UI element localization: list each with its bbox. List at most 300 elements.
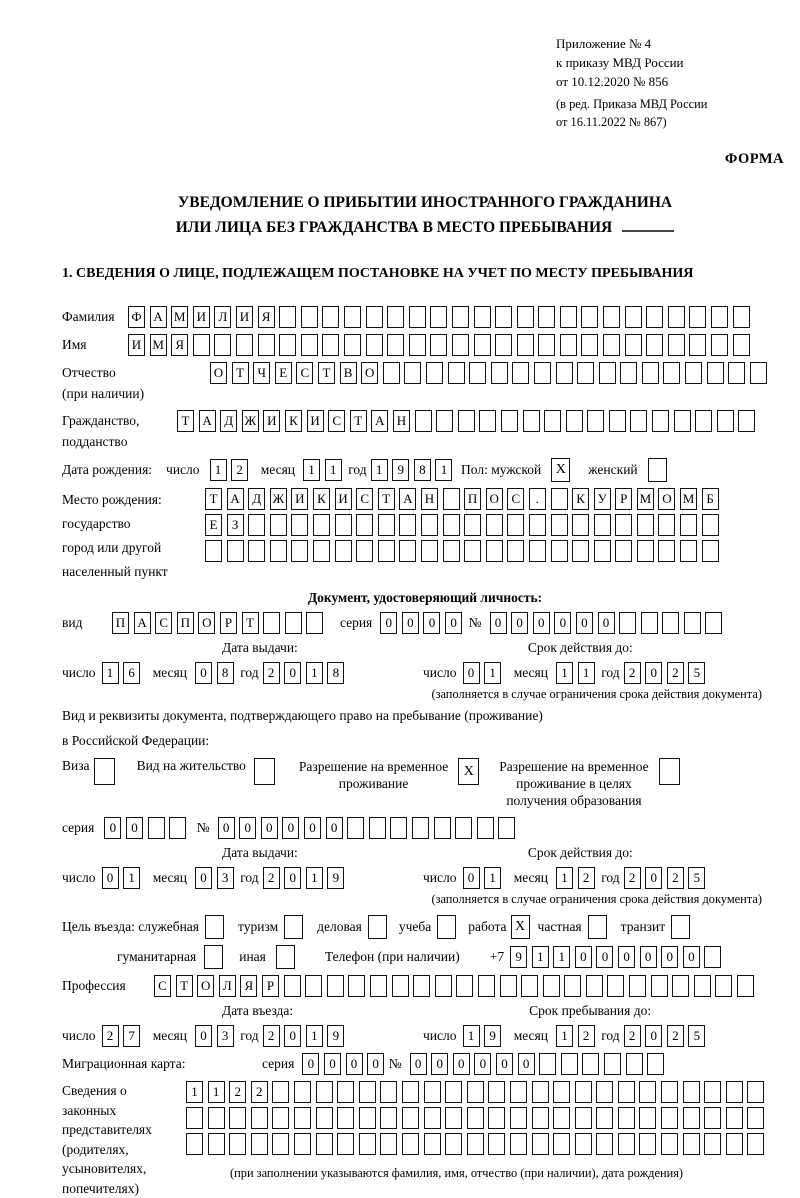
char-cell[interactable] xyxy=(561,1053,578,1075)
char-cell[interactable] xyxy=(726,1107,743,1129)
char-cell[interactable] xyxy=(383,362,400,384)
char-cell[interactable]: 1 xyxy=(371,459,388,481)
char-cell[interactable]: 3 xyxy=(217,1025,234,1047)
char-cell[interactable] xyxy=(491,362,508,384)
char-cell[interactable]: 0 xyxy=(554,612,571,634)
char-cell[interactable] xyxy=(469,362,486,384)
char-cell[interactable] xyxy=(551,540,568,562)
char-cell[interactable] xyxy=(486,540,503,562)
char-cell[interactable] xyxy=(322,334,339,356)
char-cell[interactable] xyxy=(455,817,472,839)
char-cell[interactable]: 2 xyxy=(263,867,280,889)
char-cell[interactable] xyxy=(402,1133,419,1155)
char-cell[interactable] xyxy=(356,514,373,536)
char-cell[interactable] xyxy=(402,1107,419,1129)
char-cell[interactable] xyxy=(747,1107,764,1129)
char-cell[interactable] xyxy=(582,1053,599,1075)
char-cell[interactable]: И xyxy=(236,306,253,328)
char-cell[interactable] xyxy=(301,306,318,328)
char-cell[interactable]: И xyxy=(307,410,324,432)
char-cell[interactable]: 5 xyxy=(688,1025,705,1047)
char-cell[interactable] xyxy=(285,612,302,634)
char-cell[interactable]: 0 xyxy=(218,817,235,839)
char-cell[interactable] xyxy=(322,306,339,328)
char-cell[interactable] xyxy=(618,1133,635,1155)
char-cell[interactable]: А xyxy=(199,410,216,432)
char-cell[interactable]: 2 xyxy=(578,1025,595,1047)
char-cell[interactable] xyxy=(344,334,361,356)
char-cell[interactable]: 9 xyxy=(484,1025,501,1047)
char-cell[interactable]: 2 xyxy=(231,459,248,481)
char-cell[interactable] xyxy=(279,334,296,356)
char-cell[interactable]: А xyxy=(134,612,151,634)
residence-permit-checkbox[interactable] xyxy=(254,758,275,785)
char-cell[interactable] xyxy=(301,334,318,356)
char-cell[interactable] xyxy=(316,1133,333,1155)
char-cell[interactable] xyxy=(248,514,265,536)
char-cell[interactable] xyxy=(359,1081,376,1103)
char-cell[interactable] xyxy=(380,1133,397,1155)
char-cell[interactable] xyxy=(229,1107,246,1129)
char-cell[interactable] xyxy=(291,540,308,562)
char-cell[interactable] xyxy=(551,488,568,510)
char-cell[interactable]: В xyxy=(340,362,357,384)
char-cell[interactable]: 1 xyxy=(556,1025,573,1047)
char-cell[interactable] xyxy=(704,1081,721,1103)
char-cell[interactable] xyxy=(663,362,680,384)
char-cell[interactable]: 9 xyxy=(327,867,344,889)
char-cell[interactable] xyxy=(421,514,438,536)
char-cell[interactable] xyxy=(434,817,451,839)
char-cell[interactable] xyxy=(359,1133,376,1155)
char-cell[interactable] xyxy=(553,1107,570,1129)
char-cell[interactable]: . xyxy=(529,488,546,510)
purpose-business-checkbox[interactable] xyxy=(368,915,387,939)
char-cell[interactable] xyxy=(474,306,491,328)
char-cell[interactable] xyxy=(404,362,421,384)
char-cell[interactable] xyxy=(359,1107,376,1129)
char-cell[interactable] xyxy=(193,334,210,356)
char-cell[interactable] xyxy=(717,410,734,432)
char-cell[interactable]: О xyxy=(210,362,227,384)
char-cell[interactable]: 0 xyxy=(640,946,657,968)
char-cell[interactable]: 0 xyxy=(284,867,301,889)
char-cell[interactable] xyxy=(680,540,697,562)
char-cell[interactable]: 0 xyxy=(661,946,678,968)
char-cell[interactable] xyxy=(658,514,675,536)
char-cell[interactable]: 0 xyxy=(645,867,662,889)
char-cell[interactable] xyxy=(594,514,611,536)
char-cell[interactable] xyxy=(586,975,603,997)
char-cell[interactable]: 0 xyxy=(463,867,480,889)
char-cell[interactable] xyxy=(652,410,669,432)
char-cell[interactable] xyxy=(553,1133,570,1155)
char-cell[interactable] xyxy=(629,975,646,997)
char-cell[interactable] xyxy=(641,612,658,634)
char-cell[interactable]: 0 xyxy=(453,1053,470,1075)
char-cell[interactable]: Ф xyxy=(128,306,145,328)
char-cell[interactable]: 0 xyxy=(302,1053,319,1075)
char-cell[interactable] xyxy=(639,1107,656,1129)
char-cell[interactable] xyxy=(544,410,561,432)
char-cell[interactable] xyxy=(538,306,555,328)
char-cell[interactable]: 8 xyxy=(414,459,431,481)
char-cell[interactable]: 2 xyxy=(667,662,684,684)
char-cell[interactable]: 1 xyxy=(484,662,501,684)
char-cell[interactable]: 2 xyxy=(102,1025,119,1047)
char-cell[interactable]: 8 xyxy=(217,662,234,684)
char-cell[interactable]: К xyxy=(313,488,330,510)
char-cell[interactable] xyxy=(370,975,387,997)
char-cell[interactable]: Д xyxy=(248,488,265,510)
char-cell[interactable]: 8 xyxy=(327,662,344,684)
sex-male-checkbox[interactable]: X xyxy=(551,458,570,482)
char-cell[interactable] xyxy=(208,1107,225,1129)
char-cell[interactable] xyxy=(738,410,755,432)
char-cell[interactable]: 0 xyxy=(533,612,550,634)
char-cell[interactable]: 1 xyxy=(303,459,320,481)
char-cell[interactable] xyxy=(366,306,383,328)
char-cell[interactable] xyxy=(436,410,453,432)
char-cell[interactable] xyxy=(186,1133,203,1155)
char-cell[interactable] xyxy=(618,1081,635,1103)
char-cell[interactable] xyxy=(750,362,767,384)
char-cell[interactable]: Т xyxy=(350,410,367,432)
char-cell[interactable]: 2 xyxy=(667,867,684,889)
char-cell[interactable]: 1 xyxy=(553,946,570,968)
char-cell[interactable] xyxy=(186,1107,203,1129)
char-cell[interactable] xyxy=(615,540,632,562)
char-cell[interactable]: О xyxy=(197,975,214,997)
char-cell[interactable] xyxy=(337,1107,354,1129)
temp-residence-checkbox[interactable]: X xyxy=(458,758,479,785)
char-cell[interactable]: 0 xyxy=(402,612,419,634)
char-cell[interactable]: Т xyxy=(242,612,259,634)
char-cell[interactable]: О xyxy=(361,362,378,384)
char-cell[interactable] xyxy=(316,1107,333,1129)
char-cell[interactable]: 1 xyxy=(208,1081,225,1103)
char-cell[interactable]: 0 xyxy=(445,612,462,634)
char-cell[interactable] xyxy=(711,334,728,356)
char-cell[interactable] xyxy=(685,362,702,384)
char-cell[interactable] xyxy=(607,975,624,997)
char-cell[interactable] xyxy=(415,410,432,432)
temp-residence-edu-checkbox[interactable] xyxy=(659,758,680,785)
char-cell[interactable]: 0 xyxy=(367,1053,384,1075)
char-cell[interactable]: 0 xyxy=(346,1053,363,1075)
char-cell[interactable]: 2 xyxy=(229,1081,246,1103)
char-cell[interactable] xyxy=(510,1133,527,1155)
char-cell[interactable]: О xyxy=(658,488,675,510)
char-cell[interactable] xyxy=(229,1133,246,1155)
char-cell[interactable] xyxy=(543,975,560,997)
char-cell[interactable] xyxy=(637,540,654,562)
char-cell[interactable] xyxy=(618,1107,635,1129)
char-cell[interactable]: 0 xyxy=(645,662,662,684)
char-cell[interactable] xyxy=(512,362,529,384)
char-cell[interactable] xyxy=(726,1133,743,1155)
char-cell[interactable]: И xyxy=(291,488,308,510)
purpose-tourism-checkbox[interactable] xyxy=(284,915,303,939)
char-cell[interactable]: А xyxy=(227,488,244,510)
char-cell[interactable]: 0 xyxy=(490,612,507,634)
char-cell[interactable]: 1 xyxy=(102,662,119,684)
char-cell[interactable]: Р xyxy=(262,975,279,997)
char-cell[interactable] xyxy=(661,1133,678,1155)
char-cell[interactable] xyxy=(630,410,647,432)
char-cell[interactable] xyxy=(553,1081,570,1103)
char-cell[interactable] xyxy=(702,540,719,562)
char-cell[interactable]: О xyxy=(486,488,503,510)
char-cell[interactable] xyxy=(532,1107,549,1129)
char-cell[interactable]: 1 xyxy=(325,459,342,481)
char-cell[interactable]: С xyxy=(296,362,313,384)
char-cell[interactable]: 0 xyxy=(645,1025,662,1047)
char-cell[interactable] xyxy=(378,514,395,536)
char-cell[interactable] xyxy=(510,1081,527,1103)
char-cell[interactable] xyxy=(609,410,626,432)
char-cell[interactable] xyxy=(658,540,675,562)
char-cell[interactable] xyxy=(747,1133,764,1155)
char-cell[interactable]: Л xyxy=(219,975,236,997)
char-cell[interactable] xyxy=(458,410,475,432)
char-cell[interactable] xyxy=(642,362,659,384)
char-cell[interactable] xyxy=(399,540,416,562)
char-cell[interactable] xyxy=(594,540,611,562)
char-cell[interactable]: И xyxy=(128,334,145,356)
char-cell[interactable] xyxy=(294,1133,311,1155)
char-cell[interactable] xyxy=(421,540,438,562)
char-cell[interactable] xyxy=(467,1107,484,1129)
char-cell[interactable]: А xyxy=(150,306,167,328)
char-cell[interactable]: 0 xyxy=(576,612,593,634)
char-cell[interactable] xyxy=(313,540,330,562)
char-cell[interactable] xyxy=(148,817,165,839)
char-cell[interactable]: С xyxy=(507,488,524,510)
char-cell[interactable] xyxy=(572,540,589,562)
char-cell[interactable] xyxy=(337,1081,354,1103)
char-cell[interactable] xyxy=(413,975,430,997)
char-cell[interactable]: 0 xyxy=(683,946,700,968)
char-cell[interactable] xyxy=(477,817,494,839)
visa-checkbox[interactable] xyxy=(94,758,115,785)
char-cell[interactable]: Я xyxy=(171,334,188,356)
char-cell[interactable]: Н xyxy=(421,488,438,510)
char-cell[interactable] xyxy=(467,1081,484,1103)
char-cell[interactable] xyxy=(651,975,668,997)
char-cell[interactable] xyxy=(702,514,719,536)
char-cell[interactable] xyxy=(662,612,679,634)
char-cell[interactable] xyxy=(517,334,534,356)
char-cell[interactable] xyxy=(327,975,344,997)
char-cell[interactable]: С xyxy=(154,975,171,997)
char-cell[interactable]: 9 xyxy=(392,459,409,481)
char-cell[interactable] xyxy=(705,612,722,634)
char-cell[interactable]: 0 xyxy=(423,612,440,634)
char-cell[interactable]: М xyxy=(171,306,188,328)
char-cell[interactable]: 0 xyxy=(126,817,143,839)
purpose-transit-checkbox[interactable] xyxy=(671,915,690,939)
char-cell[interactable] xyxy=(689,306,706,328)
purpose-private-checkbox[interactable] xyxy=(588,915,607,939)
char-cell[interactable] xyxy=(251,1107,268,1129)
char-cell[interactable]: 5 xyxy=(688,867,705,889)
char-cell[interactable] xyxy=(495,334,512,356)
char-cell[interactable] xyxy=(248,540,265,562)
char-cell[interactable] xyxy=(452,306,469,328)
char-cell[interactable] xyxy=(430,306,447,328)
char-cell[interactable]: 0 xyxy=(284,1025,301,1047)
char-cell[interactable] xyxy=(378,540,395,562)
char-cell[interactable]: 0 xyxy=(282,817,299,839)
char-cell[interactable] xyxy=(564,975,581,997)
purpose-humanitarian-checkbox[interactable] xyxy=(204,945,223,969)
char-cell[interactable] xyxy=(551,514,568,536)
purpose-study-checkbox[interactable] xyxy=(437,915,456,939)
char-cell[interactable] xyxy=(412,817,429,839)
char-cell[interactable] xyxy=(478,975,495,997)
char-cell[interactable]: Е xyxy=(275,362,292,384)
char-cell[interactable]: 2 xyxy=(578,867,595,889)
char-cell[interactable] xyxy=(402,1081,419,1103)
char-cell[interactable] xyxy=(272,1081,289,1103)
char-cell[interactable] xyxy=(443,488,460,510)
char-cell[interactable] xyxy=(747,1081,764,1103)
char-cell[interactable] xyxy=(668,334,685,356)
char-cell[interactable] xyxy=(452,334,469,356)
char-cell[interactable] xyxy=(443,540,460,562)
char-cell[interactable]: 1 xyxy=(186,1081,203,1103)
char-cell[interactable]: М xyxy=(680,488,697,510)
char-cell[interactable]: 6 xyxy=(123,662,140,684)
char-cell[interactable]: 1 xyxy=(210,459,227,481)
char-cell[interactable]: 2 xyxy=(624,662,641,684)
char-cell[interactable]: К xyxy=(572,488,589,510)
char-cell[interactable]: 0 xyxy=(324,1053,341,1075)
char-cell[interactable] xyxy=(566,410,583,432)
char-cell[interactable] xyxy=(498,817,515,839)
char-cell[interactable]: А xyxy=(399,488,416,510)
char-cell[interactable]: 1 xyxy=(306,867,323,889)
char-cell[interactable] xyxy=(272,1107,289,1129)
char-cell[interactable] xyxy=(488,1081,505,1103)
char-cell[interactable]: 1 xyxy=(435,459,452,481)
char-cell[interactable] xyxy=(348,975,365,997)
char-cell[interactable] xyxy=(430,334,447,356)
char-cell[interactable] xyxy=(674,410,691,432)
char-cell[interactable] xyxy=(488,1133,505,1155)
char-cell[interactable] xyxy=(529,514,546,536)
char-cell[interactable] xyxy=(646,334,663,356)
char-cell[interactable]: 0 xyxy=(326,817,343,839)
char-cell[interactable] xyxy=(456,975,473,997)
char-cell[interactable] xyxy=(424,1133,441,1155)
char-cell[interactable] xyxy=(426,362,443,384)
char-cell[interactable] xyxy=(251,1133,268,1155)
char-cell[interactable]: С xyxy=(356,488,373,510)
char-cell[interactable] xyxy=(683,1107,700,1129)
char-cell[interactable]: Т xyxy=(318,362,335,384)
char-cell[interactable]: 0 xyxy=(431,1053,448,1075)
char-cell[interactable] xyxy=(263,612,280,634)
char-cell[interactable] xyxy=(684,612,701,634)
char-cell[interactable] xyxy=(599,362,616,384)
char-cell[interactable]: 2 xyxy=(263,1025,280,1047)
char-cell[interactable] xyxy=(387,306,404,328)
char-cell[interactable] xyxy=(596,1081,613,1103)
char-cell[interactable] xyxy=(272,1133,289,1155)
char-cell[interactable]: 1 xyxy=(123,867,140,889)
char-cell[interactable] xyxy=(556,362,573,384)
char-cell[interactable]: Ж xyxy=(242,410,259,432)
char-cell[interactable] xyxy=(279,306,296,328)
char-cell[interactable]: Д xyxy=(220,410,237,432)
char-cell[interactable]: А xyxy=(371,410,388,432)
char-cell[interactable] xyxy=(581,334,598,356)
char-cell[interactable] xyxy=(620,362,637,384)
char-cell[interactable] xyxy=(344,306,361,328)
char-cell[interactable] xyxy=(689,334,706,356)
char-cell[interactable] xyxy=(619,612,636,634)
char-cell[interactable] xyxy=(539,1053,556,1075)
char-cell[interactable]: 0 xyxy=(380,612,397,634)
char-cell[interactable] xyxy=(464,540,481,562)
char-cell[interactable]: 0 xyxy=(496,1053,513,1075)
char-cell[interactable]: 0 xyxy=(596,946,613,968)
char-cell[interactable]: 0 xyxy=(195,662,212,684)
char-cell[interactable] xyxy=(335,540,352,562)
char-cell[interactable] xyxy=(380,1081,397,1103)
char-cell[interactable] xyxy=(661,1081,678,1103)
char-cell[interactable] xyxy=(445,1081,462,1103)
char-cell[interactable] xyxy=(711,306,728,328)
char-cell[interactable]: Л xyxy=(214,306,231,328)
char-cell[interactable] xyxy=(534,362,551,384)
char-cell[interactable] xyxy=(335,514,352,536)
char-cell[interactable]: Т xyxy=(232,362,249,384)
char-cell[interactable]: Ж xyxy=(270,488,287,510)
char-cell[interactable] xyxy=(424,1107,441,1129)
char-cell[interactable] xyxy=(575,1133,592,1155)
char-cell[interactable] xyxy=(448,362,465,384)
char-cell[interactable] xyxy=(474,334,491,356)
char-cell[interactable] xyxy=(479,410,496,432)
char-cell[interactable] xyxy=(737,975,754,997)
char-cell[interactable]: 0 xyxy=(239,817,256,839)
char-cell[interactable]: 1 xyxy=(306,662,323,684)
char-cell[interactable] xyxy=(637,514,654,536)
char-cell[interactable] xyxy=(661,1107,678,1129)
char-cell[interactable] xyxy=(305,975,322,997)
char-cell[interactable]: П xyxy=(464,488,481,510)
char-cell[interactable]: М xyxy=(637,488,654,510)
char-cell[interactable] xyxy=(532,1133,549,1155)
char-cell[interactable] xyxy=(733,306,750,328)
char-cell[interactable]: И xyxy=(335,488,352,510)
char-cell[interactable] xyxy=(369,817,386,839)
char-cell[interactable] xyxy=(424,1081,441,1103)
char-cell[interactable] xyxy=(258,334,275,356)
char-cell[interactable]: 9 xyxy=(510,946,527,968)
char-cell[interactable] xyxy=(596,1107,613,1129)
char-cell[interactable] xyxy=(726,1081,743,1103)
char-cell[interactable] xyxy=(639,1081,656,1103)
char-cell[interactable]: 0 xyxy=(598,612,615,634)
char-cell[interactable] xyxy=(683,1133,700,1155)
char-cell[interactable]: Б xyxy=(702,488,719,510)
char-cell[interactable] xyxy=(668,306,685,328)
char-cell[interactable]: Т xyxy=(176,975,193,997)
